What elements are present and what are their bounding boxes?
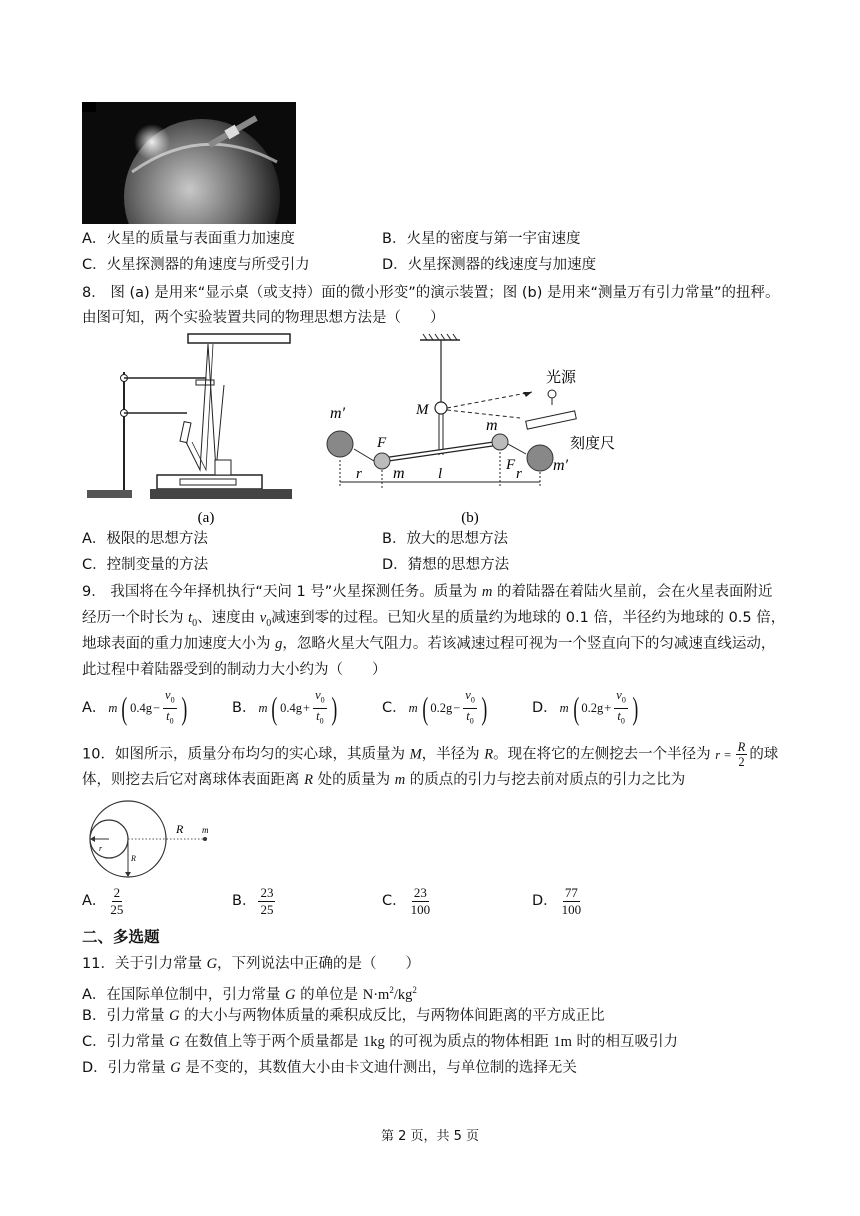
page-footer: 第 2 页，共 5 页: [380, 1129, 480, 1144]
q9-stem-line2: 经历一个时长为 $t_0$、速度由 $v_0$减速到零的过程。已知火星的质量约为地球的 0.1 倍，半径约为地球的 0.5 倍，: [82, 610, 786, 629]
label-l: l: [438, 466, 443, 482]
label-r-left: r: [356, 466, 362, 482]
q9-option-a[interactable]: A． m ( 0.4g − $\frac{v_0}{t_0}$ ): [82, 688, 187, 726]
label-m-prime-left: m′: [330, 405, 346, 422]
section-title-multi-choice: 二、多选题: [82, 928, 160, 946]
q10-option-a[interactable]: A． $\frac{2}{25}$: [82, 884, 124, 917]
q8-option-d[interactable]: D．猜想的思想方法: [382, 557, 510, 573]
fig-label-R: R: [176, 822, 184, 836]
q8-stem-line1: 8． 图 (a) 是用来“显示桌（或支持）面的微小形变”的演示装置；图 (b) 是用来“测量万有引力常量”的扭秤。: [82, 285, 780, 301]
q11-option-c[interactable]: C．引力常量 G 在数值上等于两个质量都是 1kg 的可视为质点的物体相距 1m 时的相互吸引力: [82, 1034, 679, 1050]
q9-stem-line3: 地球表面的重力加速度大小为 g，忽略火星大气阻力。若该减速过程可视为一个竖直向下的匀减速直线运动，: [82, 636, 776, 652]
q11-stem: 11．关于引力常量 G，下列说法中正确的是（ ）: [82, 956, 421, 972]
fig-b-caption: (b): [461, 510, 479, 526]
q11-option-d[interactable]: D．引力常量 G 是不变的，其数值大小由卡文迪什测出，与单位制的选择无关: [82, 1060, 577, 1076]
mars-probe-photo: [82, 102, 296, 224]
fig-label-m: m: [202, 825, 209, 835]
q8-figure-b: [320, 330, 665, 530]
q8-option-b[interactable]: B．放大的思想方法: [382, 531, 508, 547]
q10-option-b[interactable]: B． $\frac{23}{25}$: [232, 884, 274, 917]
q11-option-b[interactable]: B．引力常量 G 的大小与两物体质量的乘积成反比，与两物体间距离的平方成正比: [82, 1008, 605, 1024]
label-F-right: F: [506, 457, 516, 473]
q9-stem-line4: 此过程中着陆器受到的制动力大小约为（ ）: [82, 662, 387, 678]
label-m-right: m: [486, 417, 498, 434]
fig-a-caption: (a): [197, 510, 215, 526]
q8-option-a[interactable]: A．极限的思想方法: [82, 531, 208, 547]
fig-label-r: r: [99, 844, 103, 853]
label-m-prime-right: m′: [553, 457, 569, 474]
label-r-right: r: [516, 466, 522, 482]
q10-sphere-figure: [84, 795, 224, 885]
scale-label: 刻度尺: [570, 434, 616, 452]
q7-option-d[interactable]: D．火星探测器的线速度与加速度: [382, 257, 597, 273]
q7-option-c[interactable]: C．火星探测器的角速度与所受引力: [82, 257, 310, 273]
label-F-left: F: [377, 435, 387, 451]
q7-option-b[interactable]: B．火星的密度与第一宇宙速度: [382, 231, 581, 247]
q10-stem-line2: 体，则挖去后它对离球体表面距离 R 处的质量为 m 的质点的引力与挖去前对质点的引力之比为: [82, 772, 686, 788]
q8-option-c[interactable]: C．控制变量的方法: [82, 557, 209, 573]
q10-option-c[interactable]: C． $\frac{23}{100}$: [382, 884, 431, 917]
q10-option-d[interactable]: D． $\frac{77}{100}$: [532, 884, 582, 917]
q9-option-b[interactable]: B． m ( 0.4g + $\frac{v_0}{t_0}$ ): [232, 688, 337, 726]
q9-option-c[interactable]: C． m ( 0.2g − $\frac{v_0}{t_0}$ ): [382, 688, 488, 726]
fig-label-R-radius: R: [131, 854, 136, 863]
label-M: M: [416, 402, 429, 418]
q8-figure-a: [82, 330, 297, 530]
q9-stem-line1: 9． 我国将在今年择机执行“天问 1 号”火星探测任务。质量为 m 的着陆器在着陆火星前，会在火星表面附近: [82, 584, 773, 600]
q7-option-a[interactable]: A．火星的质量与表面重力加速度: [82, 231, 295, 247]
light-source-label: 光源: [546, 368, 577, 386]
label-m-left: m: [393, 465, 405, 482]
q8-stem-line2: 由图可知，两个实验装置共同的物理思想方法是（ ）: [82, 310, 445, 326]
q9-option-d[interactable]: D． m ( 0.2g + $\frac{v_0}{t_0}$ ): [532, 688, 639, 726]
q10-stem-line1: 10．如图所示，质量分布均匀的实心球，其质量为 M，半径为 R。现在将它的左侧挖去一个半径为 r = $\frac{R}{2}$ 的球: [82, 740, 779, 769]
q11-option-a[interactable]: A．在国际单位制中，引力常量 G 的单位是 $N\cdot m^2/kg^2$: [82, 985, 417, 1003]
